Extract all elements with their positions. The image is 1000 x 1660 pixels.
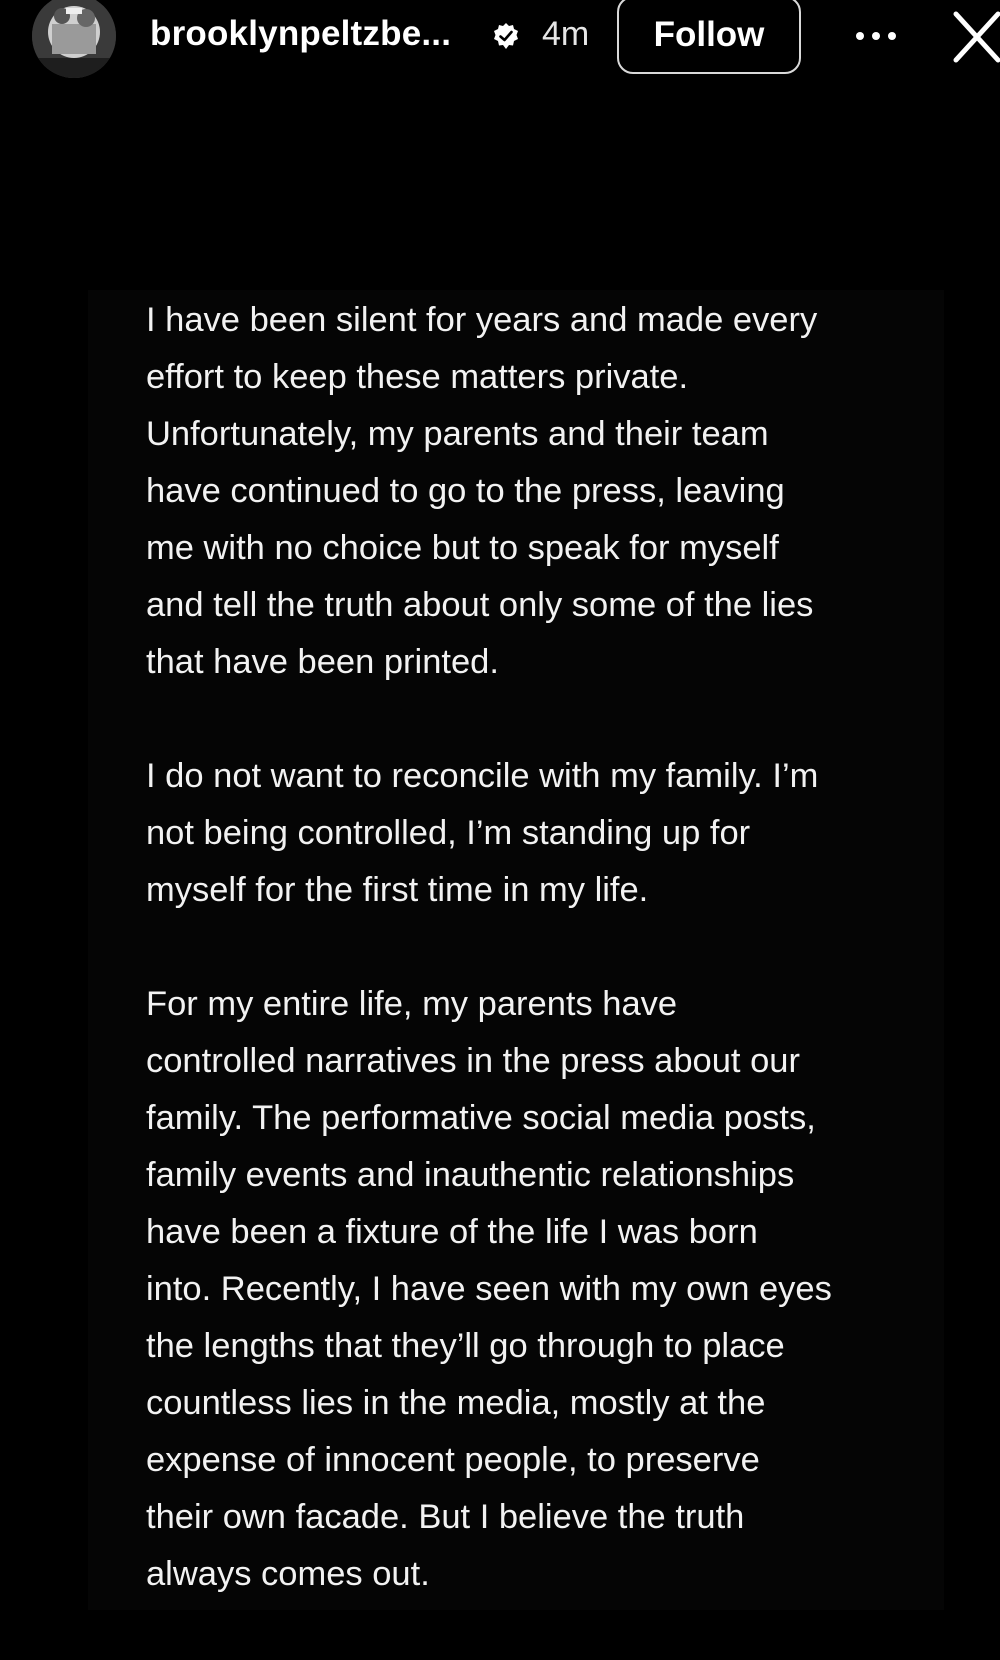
statement-paragraph-1: I have been silent for years and made every effort to keep these matters private. Unfortunately, my parents and their team have continued to go to the press, leaving me with no choice but to speak for myself and tell the truth about only some of the lies that have been printed. (146, 301, 818, 681)
statement-text (146, 292, 966, 1660)
avatar[interactable] (32, 0, 116, 78)
post-time: 4m (542, 15, 590, 53)
username[interactable]: brooklynpeltzbe... (150, 14, 452, 53)
statement-paragraph-2: I do not want to reconcile with my family. I’m not being controlled, I’m standing up for myself for the first time in my life. (146, 757, 819, 909)
statement-paragraph-3: For my entire life, my parents have controlled narratives in the press about our family. The performative social media posts, family events and inauthentic relationships have been a fixture of the life I was born into. Recently, I have seen with my own eyes the lengths that they’ll go through to place countless lies in the media, mostly at the expense of innocent people, to preserve their own facade. But I believe the truth always comes out. (146, 985, 832, 1593)
follow-button[interactable]: Follow (617, 0, 801, 74)
story-header (0, 0, 1000, 80)
more-options-button[interactable] (850, 18, 902, 54)
close-icon (952, 52, 1000, 67)
close-button[interactable] (952, 6, 1000, 64)
more-options-icon (850, 42, 902, 57)
verified-badge-icon (492, 22, 520, 50)
